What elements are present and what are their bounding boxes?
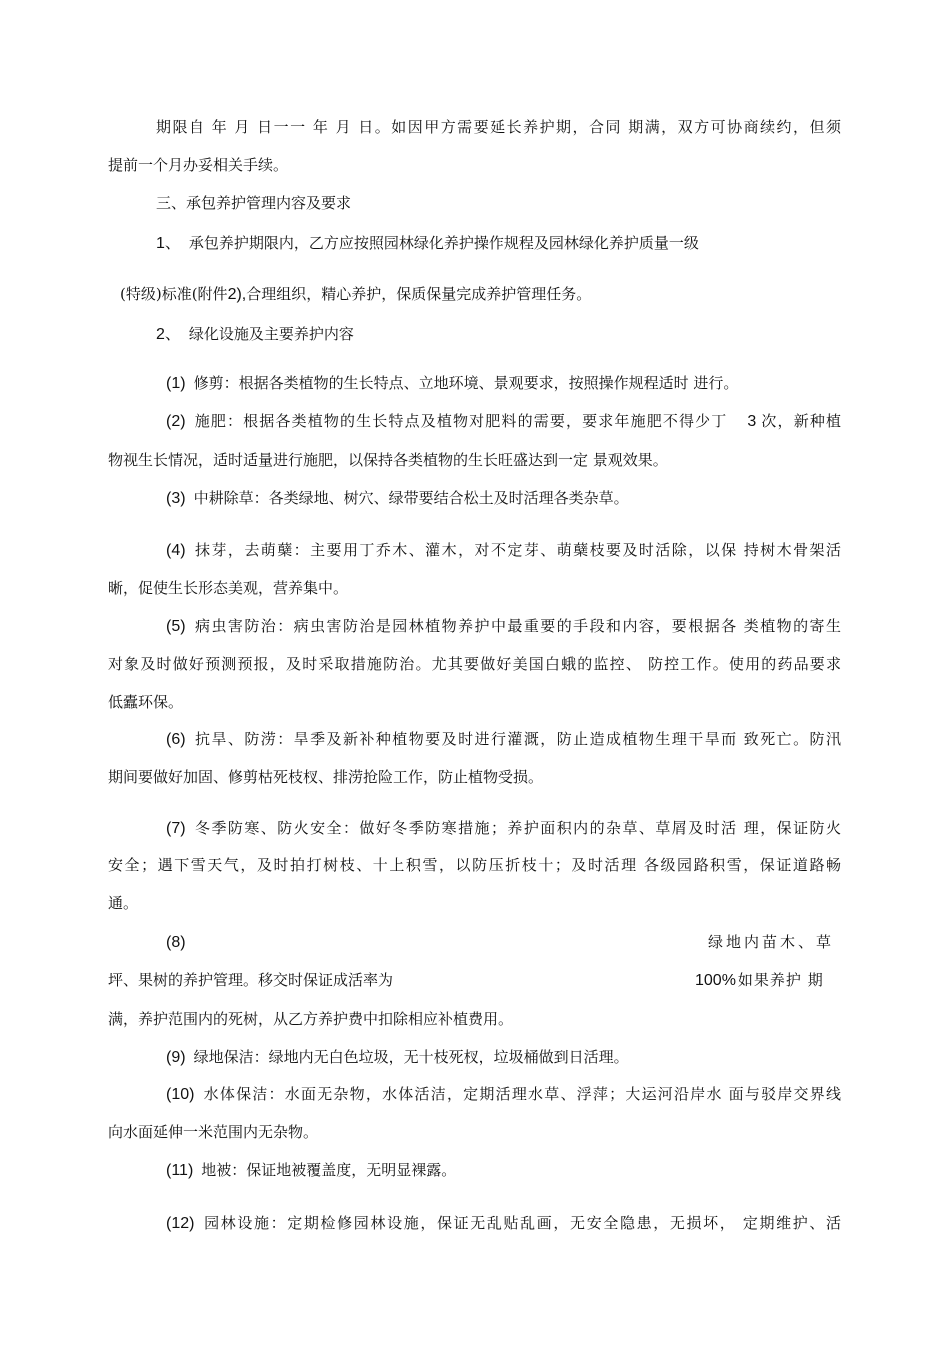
item-number: (5): [166, 618, 186, 635]
item-number: (3): [166, 490, 186, 507]
paragraph-line: 期间要做好加固、修剪枯死枝杈、排涝抢险工作，防止植物受损。: [108, 768, 544, 786]
item-text: 冬季防寒、防火安全：做好冬季防寒措施；养护面积内的杂草、草屑及时活 理，保证防火: [193, 819, 841, 837]
item-number: (8): [166, 934, 186, 951]
text-span: (特级)标准(附件: [120, 285, 228, 303]
item-number: 2、: [156, 326, 181, 343]
section-heading: 三、承包养护管理内容及要求: [156, 194, 352, 212]
item-number: (6): [166, 731, 186, 748]
item-number: (7): [166, 820, 186, 837]
item-text: 绿化设施及主要养护内容: [188, 325, 354, 343]
item-number: (11): [166, 1162, 194, 1179]
text-span: 如果养护 期: [737, 971, 824, 989]
paragraph-line: 低蠹环保。: [108, 693, 184, 711]
list-item: [166, 1084, 841, 1105]
paragraph-line: 坪、果树的养护管理。移交时保证成活率为: [108, 971, 394, 989]
text-span: 3: [747, 413, 757, 430]
item-text: 绿地保洁：绿地内无白色垃圾，无十枝死杈，垃圾桶做到日活理。: [193, 1048, 629, 1066]
text-span: 次，新种植: [760, 412, 841, 430]
item-text: 承包养护期限内，乙方应按照园林绿化养护操作规程及园林绿化养护质量一级: [188, 234, 699, 252]
item-text: 地被：保证地被覆盖度，无明显裸露。: [201, 1161, 457, 1179]
item-number: [166, 932, 194, 953]
item-number: (4): [166, 542, 186, 559]
item-number: (12): [166, 1215, 195, 1232]
paragraph-line: 对象及时做好预测预报，及时采取措施防治。尤其要做好美国白蛾的监控、 防控工作。使用的药品要求: [108, 655, 841, 673]
item-text: 施肥：根据各类植物的生长特点及植物对肥料的需要，要求年施肥不得少丁: [193, 412, 728, 430]
paragraph-line: 向水面延伸一米范围内无杂物。: [108, 1123, 319, 1141]
item-number: 1、: [156, 235, 181, 252]
paragraph-line: 物视生长情况，适时适量进行施肥，以保持各类植物的生长旺盛达到一定 景观效果。: [108, 451, 668, 469]
list-item: [166, 616, 841, 637]
item-number: (1): [166, 375, 186, 392]
item-number: (2): [166, 413, 186, 430]
list-item: [166, 488, 629, 509]
list-item: [156, 324, 354, 345]
paragraph-line: [695, 970, 824, 991]
list-item: [166, 373, 738, 394]
text-span: 2),: [227, 286, 247, 303]
paragraph-line: 绿地内苗木、草: [708, 933, 835, 951]
percentage-value: 100%: [695, 972, 736, 989]
item-number: (10): [166, 1086, 195, 1103]
list-item: [166, 1160, 456, 1181]
text-span: 合理组织，精心养护，保质保量完成养护管理任务。: [246, 285, 592, 303]
list-item: [166, 540, 841, 561]
paragraph-line: 晰，促使生长形态美观，营养集中。: [108, 579, 349, 597]
list-item: [166, 729, 841, 750]
item-text: 病虫害防治：病虫害防治是园林植物养护中最重要的手段和内容，要根据各 类植物的寄生: [193, 617, 841, 635]
paragraph-line: 提前一个月办妥相关手续。: [108, 156, 289, 174]
item-text: 抗旱、防涝：旱季及新补种植物要及时进行灌溉，防止造成植物生理干旱而 致死亡。防汛: [193, 730, 841, 748]
list-item: [166, 411, 841, 432]
paragraph-line: 满，养护范围内的死树，从乙方养护费中扣除相应补植费用。: [108, 1010, 514, 1028]
item-text: 抹芽，去萌蘖：主要用丁乔木、灌木，对不定芽、萌蘖枝要及时活除，以保 持树木骨架活: [193, 541, 841, 559]
paragraph-line: 安全；遇下雪天气，及时拍打树枝、十上积雪，以防压折枝十；及时活理 各级园路积雪，保证道路畅: [108, 856, 841, 874]
paragraph-line: [120, 284, 591, 305]
paragraph-line: 通。: [108, 894, 139, 912]
list-item: [156, 233, 699, 254]
list-item: [166, 1047, 629, 1068]
item-text: 园林设施：定期检修园林设施，保证无乱贴乱画，无安全隐患，无损坏， 定期维护、活: [202, 1214, 841, 1232]
item-number: (9): [166, 1049, 186, 1066]
item-text: 修剪：根据各类植物的生长特点、立地环境、景观要求，按照操作规程适时 进行。: [193, 374, 739, 392]
list-item: [166, 818, 841, 839]
item-text: 中耕除草：各类绿地、树穴、绿带要结合松土及时活理各类杂草。: [193, 489, 629, 507]
paragraph-line: 期限自 年 月 日一一 年 月 日。如因甲方需要延长养护期，合同 期满，双方可协商续约，但须: [156, 118, 841, 136]
item-text: 水体保洁：水面无杂物，水体活洁，定期活理水草、浮萍；大运河沿岸水 面与驳岸交界线: [202, 1085, 841, 1103]
list-item: [166, 1213, 841, 1234]
